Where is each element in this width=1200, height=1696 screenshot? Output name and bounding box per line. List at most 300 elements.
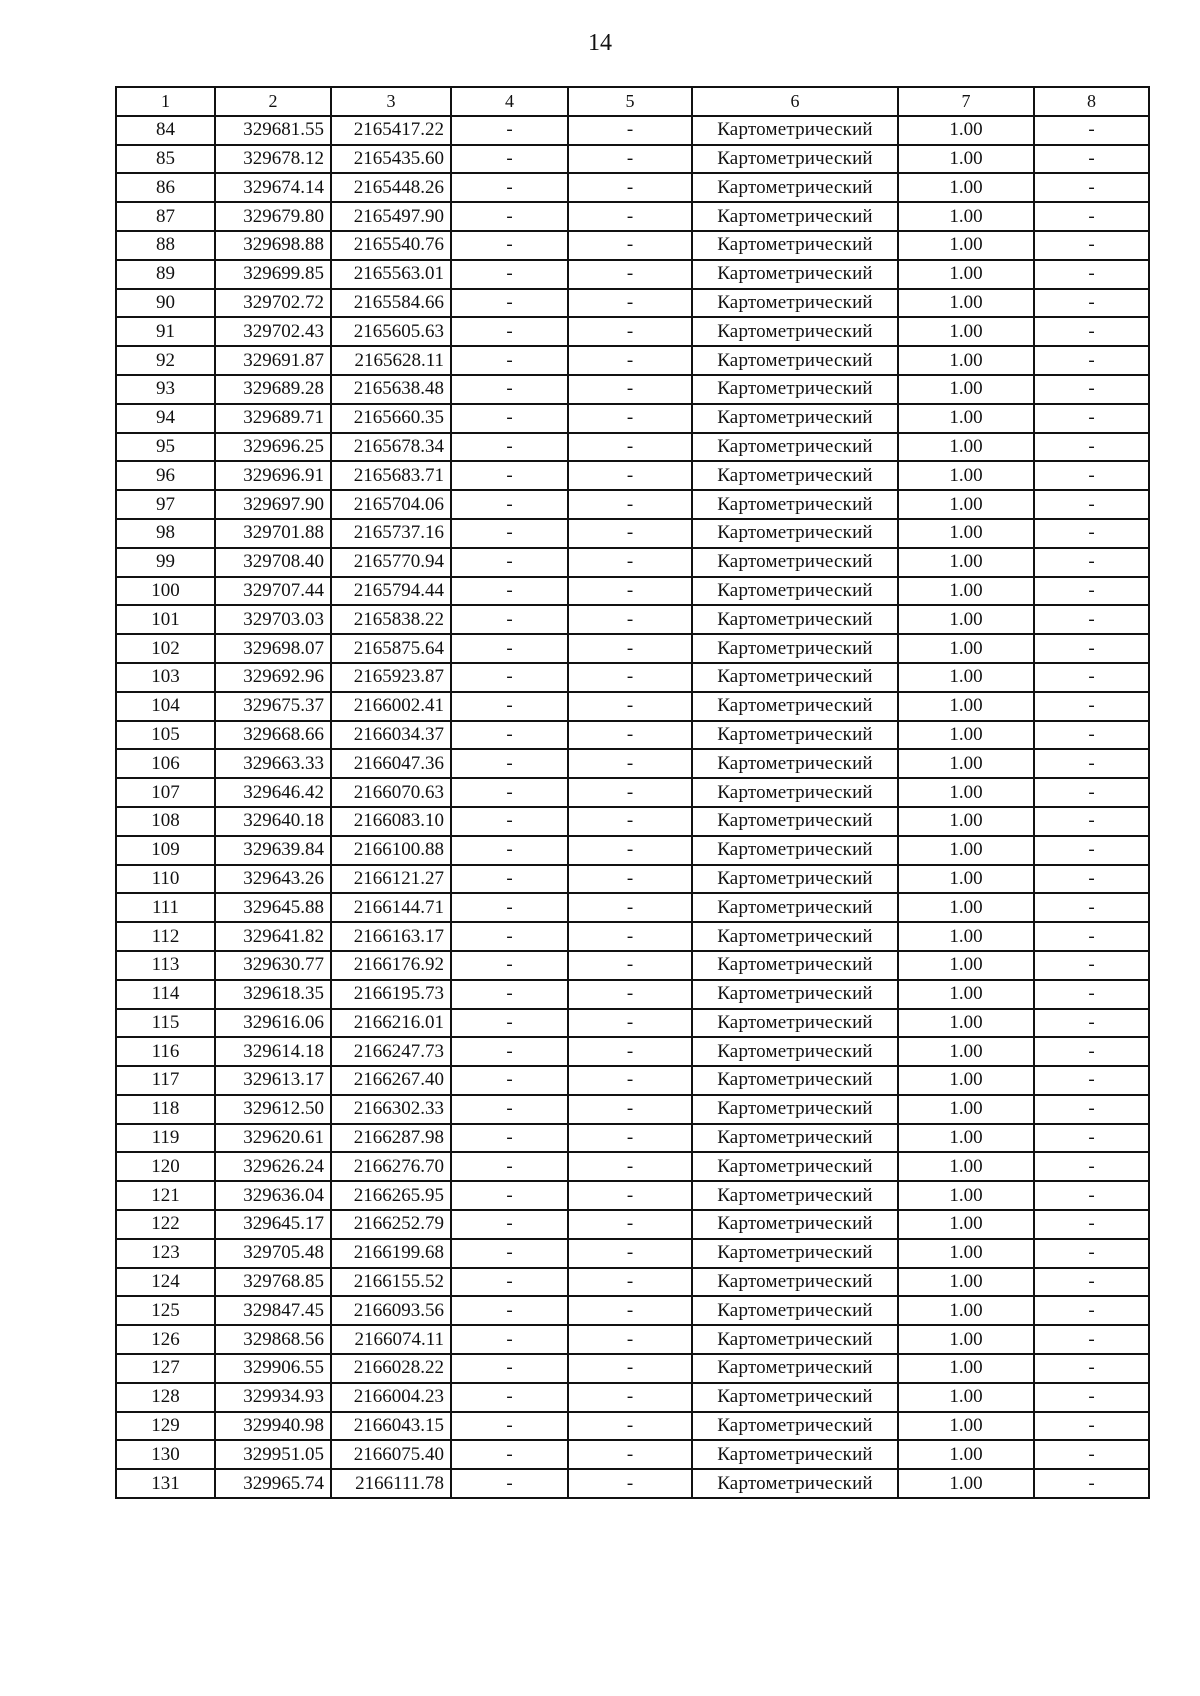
point-number-cell: 122 — [116, 1210, 215, 1239]
column-5-cell: - — [568, 548, 692, 577]
coordinate-y-cell: 2165497.90 — [331, 202, 451, 231]
column-8-cell: - — [1034, 1383, 1149, 1412]
method-cell: Картометрический — [692, 231, 898, 260]
column-8-cell: - — [1034, 116, 1149, 145]
point-number-cell: 94 — [116, 404, 215, 433]
column-8-cell: - — [1034, 346, 1149, 375]
accuracy-cell: 1.00 — [898, 1383, 1034, 1412]
method-cell: Картометрический — [692, 836, 898, 865]
coordinate-x-cell: 329696.91 — [215, 461, 331, 490]
point-number-cell: 127 — [116, 1354, 215, 1383]
column-4-cell: - — [451, 317, 568, 346]
coordinate-y-cell: 2166002.41 — [331, 692, 451, 721]
table-row — [116, 1325, 1149, 1354]
accuracy-cell: 1.00 — [898, 231, 1034, 260]
column-5-cell: - — [568, 721, 692, 750]
coordinate-x-cell: 329636.04 — [215, 1181, 331, 1210]
column-4-cell: - — [451, 490, 568, 519]
column-8-cell: - — [1034, 1325, 1149, 1354]
column-4-cell: - — [451, 519, 568, 548]
coordinate-x-cell: 329612.50 — [215, 1095, 331, 1124]
accuracy-cell: 1.00 — [898, 692, 1034, 721]
coordinate-x-cell: 329679.80 — [215, 202, 331, 231]
column-8-cell: - — [1034, 202, 1149, 231]
column-8-cell: - — [1034, 1124, 1149, 1153]
coordinate-x-cell: 329940.98 — [215, 1412, 331, 1441]
coordinate-y-cell: 2166155.52 — [331, 1268, 451, 1297]
column-4-cell: - — [451, 1296, 568, 1325]
coordinate-y-cell: 2166247.73 — [331, 1037, 451, 1066]
column-8-cell: - — [1034, 692, 1149, 721]
coordinate-y-cell: 2166075.40 — [331, 1440, 451, 1469]
coordinate-y-cell: 2166267.40 — [331, 1066, 451, 1095]
coordinate-y-cell: 2166144.71 — [331, 893, 451, 922]
accuracy-cell: 1.00 — [898, 1124, 1034, 1153]
accuracy-cell: 1.00 — [898, 663, 1034, 692]
coordinate-x-cell: 329708.40 — [215, 548, 331, 577]
column-4-cell: - — [451, 1354, 568, 1383]
column-4-cell: - — [451, 692, 568, 721]
column-5-cell: - — [568, 231, 692, 260]
table-row — [116, 1181, 1149, 1210]
column-5-cell: - — [568, 317, 692, 346]
method-cell: Картометрический — [692, 605, 898, 634]
column-8-cell: - — [1034, 231, 1149, 260]
accuracy-cell: 1.00 — [898, 1181, 1034, 1210]
coordinate-x-cell: 329689.71 — [215, 404, 331, 433]
coordinate-y-cell: 2165794.44 — [331, 577, 451, 606]
method-cell: Картометрический — [692, 260, 898, 289]
coordinate-y-cell: 2166070.63 — [331, 778, 451, 807]
point-number-cell: 88 — [116, 231, 215, 260]
accuracy-cell: 1.00 — [898, 1268, 1034, 1297]
coordinate-x-cell: 329616.06 — [215, 1009, 331, 1038]
method-cell: Картометрический — [692, 202, 898, 231]
column-8-cell: - — [1034, 1440, 1149, 1469]
coordinate-x-cell: 329701.88 — [215, 519, 331, 548]
point-number-cell: 117 — [116, 1066, 215, 1095]
coordinate-y-cell: 2165678.34 — [331, 433, 451, 462]
accuracy-cell: 1.00 — [898, 1095, 1034, 1124]
column-4-cell: - — [451, 1440, 568, 1469]
table-row — [116, 692, 1149, 721]
method-cell: Картометрический — [692, 375, 898, 404]
accuracy-cell: 1.00 — [898, 145, 1034, 174]
coordinate-y-cell: 2166100.88 — [331, 836, 451, 865]
column-5-cell: - — [568, 1009, 692, 1038]
column-5-cell: - — [568, 1469, 692, 1498]
method-cell: Картометрический — [692, 433, 898, 462]
coordinate-x-cell: 329668.66 — [215, 721, 331, 750]
method-cell: Картометрический — [692, 404, 898, 433]
table-row — [116, 605, 1149, 634]
column-4-cell: - — [451, 404, 568, 433]
point-number-cell: 129 — [116, 1412, 215, 1441]
column-8-cell: - — [1034, 433, 1149, 462]
column-4-cell: - — [451, 433, 568, 462]
method-cell: Картометрический — [692, 951, 898, 980]
method-cell: Картометрический — [692, 721, 898, 750]
column-5-cell: - — [568, 461, 692, 490]
column-4-cell: - — [451, 605, 568, 634]
method-cell: Картометрический — [692, 1009, 898, 1038]
column-4-cell: - — [451, 1412, 568, 1441]
column-5-cell: - — [568, 893, 692, 922]
accuracy-cell: 1.00 — [898, 1009, 1034, 1038]
column-5-cell: - — [568, 634, 692, 663]
point-number-cell: 105 — [116, 721, 215, 750]
column-5-cell: - — [568, 807, 692, 836]
coordinate-y-cell: 2166034.37 — [331, 721, 451, 750]
point-number-cell: 85 — [116, 145, 215, 174]
coordinate-y-cell: 2166252.79 — [331, 1210, 451, 1239]
accuracy-cell: 1.00 — [898, 634, 1034, 663]
accuracy-cell: 1.00 — [898, 1440, 1034, 1469]
accuracy-cell: 1.00 — [898, 116, 1034, 145]
point-number-cell: 120 — [116, 1152, 215, 1181]
header-cell-6: 6 — [692, 87, 898, 116]
accuracy-cell: 1.00 — [898, 778, 1034, 807]
coordinate-x-cell: 329626.24 — [215, 1152, 331, 1181]
column-4-cell: - — [451, 749, 568, 778]
column-4-cell: - — [451, 577, 568, 606]
accuracy-cell: 1.00 — [898, 433, 1034, 462]
method-cell: Картометрический — [692, 346, 898, 375]
method-cell: Картометрический — [692, 980, 898, 1009]
table-row — [116, 1095, 1149, 1124]
point-number-cell: 89 — [116, 260, 215, 289]
point-number-cell: 112 — [116, 922, 215, 951]
column-4-cell: - — [451, 778, 568, 807]
coordinate-x-cell: 329868.56 — [215, 1325, 331, 1354]
method-cell: Картометрический — [692, 865, 898, 894]
accuracy-cell: 1.00 — [898, 519, 1034, 548]
coordinate-x-cell: 329645.88 — [215, 893, 331, 922]
accuracy-cell: 1.00 — [898, 1239, 1034, 1268]
column-8-cell: - — [1034, 1412, 1149, 1441]
method-cell: Картометрический — [692, 1181, 898, 1210]
point-number-cell: 91 — [116, 317, 215, 346]
column-8-cell: - — [1034, 461, 1149, 490]
coordinate-x-cell: 329707.44 — [215, 577, 331, 606]
column-8-cell: - — [1034, 519, 1149, 548]
point-number-cell: 87 — [116, 202, 215, 231]
column-8-cell: - — [1034, 1066, 1149, 1095]
point-number-cell: 126 — [116, 1325, 215, 1354]
table-row — [116, 1296, 1149, 1325]
coordinate-y-cell: 2166195.73 — [331, 980, 451, 1009]
table-row — [116, 433, 1149, 462]
table-row — [116, 1239, 1149, 1268]
coordinate-y-cell: 2166163.17 — [331, 922, 451, 951]
column-5-cell: - — [568, 1210, 692, 1239]
method-cell: Картометрический — [692, 1239, 898, 1268]
coordinate-y-cell: 2165770.94 — [331, 548, 451, 577]
coordinate-x-cell: 329699.85 — [215, 260, 331, 289]
point-number-cell: 131 — [116, 1469, 215, 1498]
column-8-cell: - — [1034, 1152, 1149, 1181]
coordinate-x-cell: 329702.43 — [215, 317, 331, 346]
accuracy-cell: 1.00 — [898, 1152, 1034, 1181]
column-8-cell: - — [1034, 1268, 1149, 1297]
column-5-cell: - — [568, 1440, 692, 1469]
method-cell: Картометрический — [692, 1354, 898, 1383]
coordinate-y-cell: 2166199.68 — [331, 1239, 451, 1268]
column-8-cell: - — [1034, 375, 1149, 404]
column-8-cell: - — [1034, 1210, 1149, 1239]
point-number-cell: 106 — [116, 749, 215, 778]
table-row — [116, 1469, 1149, 1498]
table-row — [116, 317, 1149, 346]
accuracy-cell: 1.00 — [898, 577, 1034, 606]
table-row — [116, 865, 1149, 894]
column-4-cell: - — [451, 346, 568, 375]
method-cell: Картометрический — [692, 519, 898, 548]
method-cell: Картометрический — [692, 749, 898, 778]
point-number-cell: 123 — [116, 1239, 215, 1268]
method-cell: Картометрический — [692, 490, 898, 519]
coordinate-x-cell: 329965.74 — [215, 1469, 331, 1498]
coordinate-y-cell: 2166176.92 — [331, 951, 451, 980]
column-8-cell: - — [1034, 145, 1149, 174]
method-cell: Картометрический — [692, 577, 898, 606]
coordinate-x-cell: 329691.87 — [215, 346, 331, 375]
coordinate-x-cell: 329681.55 — [215, 116, 331, 145]
point-number-cell: 102 — [116, 634, 215, 663]
coordinate-y-cell: 2166302.33 — [331, 1095, 451, 1124]
column-8-cell: - — [1034, 1009, 1149, 1038]
coordinate-x-cell: 329697.90 — [215, 490, 331, 519]
page-number: 14 — [588, 30, 612, 56]
column-5-cell: - — [568, 433, 692, 462]
column-4-cell: - — [451, 260, 568, 289]
column-5-cell: - — [568, 519, 692, 548]
column-5-cell: - — [568, 1239, 692, 1268]
method-cell: Картометрический — [692, 893, 898, 922]
column-5-cell: - — [568, 1412, 692, 1441]
column-8-cell: - — [1034, 893, 1149, 922]
column-4-cell: - — [451, 1469, 568, 1498]
column-8-cell: - — [1034, 1181, 1149, 1210]
point-number-cell: 118 — [116, 1095, 215, 1124]
point-number-cell: 100 — [116, 577, 215, 606]
point-number-cell: 108 — [116, 807, 215, 836]
column-5-cell: - — [568, 778, 692, 807]
accuracy-cell: 1.00 — [898, 1210, 1034, 1239]
accuracy-cell: 1.00 — [898, 807, 1034, 836]
point-number-cell: 124 — [116, 1268, 215, 1297]
table-row — [116, 145, 1149, 174]
column-5-cell: - — [568, 490, 692, 519]
header-cell-5: 5 — [568, 87, 692, 116]
coordinate-y-cell: 2165540.76 — [331, 231, 451, 260]
table-row — [116, 749, 1149, 778]
column-4-cell: - — [451, 548, 568, 577]
coordinate-x-cell: 329613.17 — [215, 1066, 331, 1095]
coordinate-y-cell: 2166276.70 — [331, 1152, 451, 1181]
method-cell: Картометрический — [692, 1412, 898, 1441]
column-5-cell: - — [568, 202, 692, 231]
column-4-cell: - — [451, 231, 568, 260]
column-4-cell: - — [451, 893, 568, 922]
column-5-cell: - — [568, 375, 692, 404]
coordinate-x-cell: 329696.25 — [215, 433, 331, 462]
point-number-cell: 116 — [116, 1037, 215, 1066]
coordinate-y-cell: 2165683.71 — [331, 461, 451, 490]
coordinate-y-cell: 2165923.87 — [331, 663, 451, 692]
column-4-cell: - — [451, 634, 568, 663]
column-5-cell: - — [568, 749, 692, 778]
coordinate-x-cell: 329618.35 — [215, 980, 331, 1009]
table-row — [116, 807, 1149, 836]
column-5-cell: - — [568, 404, 692, 433]
method-cell: Картометрический — [692, 1469, 898, 1498]
coordinate-y-cell: 2165704.06 — [331, 490, 451, 519]
method-cell: Картометрический — [692, 173, 898, 202]
coordinate-y-cell: 2166004.23 — [331, 1383, 451, 1412]
method-cell: Картометрический — [692, 289, 898, 318]
column-4-cell: - — [451, 1095, 568, 1124]
coordinate-x-cell: 329630.77 — [215, 951, 331, 980]
accuracy-cell: 1.00 — [898, 1469, 1034, 1498]
coordinate-x-cell: 329620.61 — [215, 1124, 331, 1153]
column-4-cell: - — [451, 1181, 568, 1210]
header-cell-7: 7 — [898, 87, 1034, 116]
accuracy-cell: 1.00 — [898, 375, 1034, 404]
coordinate-y-cell: 2166265.95 — [331, 1181, 451, 1210]
table-row — [116, 1210, 1149, 1239]
column-4-cell: - — [451, 1239, 568, 1268]
header-cell-4: 4 — [451, 87, 568, 116]
column-5-cell: - — [568, 1037, 692, 1066]
column-5-cell: - — [568, 1066, 692, 1095]
coordinate-x-cell: 329641.82 — [215, 922, 331, 951]
table-row — [116, 202, 1149, 231]
column-8-cell: - — [1034, 634, 1149, 663]
column-8-cell: - — [1034, 749, 1149, 778]
coordinate-x-cell: 329674.14 — [215, 173, 331, 202]
column-8-cell: - — [1034, 260, 1149, 289]
column-8-cell: - — [1034, 778, 1149, 807]
method-cell: Картометрический — [692, 1037, 898, 1066]
method-cell: Картометрический — [692, 922, 898, 951]
column-4-cell: - — [451, 1066, 568, 1095]
coordinate-x-cell: 329645.17 — [215, 1210, 331, 1239]
accuracy-cell: 1.00 — [898, 721, 1034, 750]
point-number-cell: 98 — [116, 519, 215, 548]
table-body — [116, 87, 1149, 1498]
point-number-cell: 95 — [116, 433, 215, 462]
method-cell: Картометрический — [692, 548, 898, 577]
method-cell: Картометрический — [692, 1440, 898, 1469]
column-4-cell: - — [451, 922, 568, 951]
column-4-cell: - — [451, 375, 568, 404]
column-4-cell: - — [451, 721, 568, 750]
method-cell: Картометрический — [692, 692, 898, 721]
column-5-cell: - — [568, 1296, 692, 1325]
coordinate-x-cell: 329639.84 — [215, 836, 331, 865]
column-5-cell: - — [568, 605, 692, 634]
table-row — [116, 721, 1149, 750]
table-row — [116, 116, 1149, 145]
coordinate-x-cell: 329934.93 — [215, 1383, 331, 1412]
column-5-cell: - — [568, 692, 692, 721]
table-row — [116, 922, 1149, 951]
point-number-cell: 121 — [116, 1181, 215, 1210]
point-number-cell: 113 — [116, 951, 215, 980]
coordinate-x-cell: 329678.12 — [215, 145, 331, 174]
point-number-cell: 128 — [116, 1383, 215, 1412]
table-row — [116, 173, 1149, 202]
column-4-cell: - — [451, 202, 568, 231]
accuracy-cell: 1.00 — [898, 865, 1034, 894]
accuracy-cell: 1.00 — [898, 404, 1034, 433]
coordinate-x-cell: 329643.26 — [215, 865, 331, 894]
point-number-cell: 90 — [116, 289, 215, 318]
method-cell: Картометрический — [692, 461, 898, 490]
point-number-cell: 114 — [116, 980, 215, 1009]
point-number-cell: 107 — [116, 778, 215, 807]
column-8-cell: - — [1034, 922, 1149, 951]
point-number-cell: 119 — [116, 1124, 215, 1153]
column-5-cell: - — [568, 173, 692, 202]
point-number-cell: 97 — [116, 490, 215, 519]
table-row — [116, 663, 1149, 692]
point-number-cell: 84 — [116, 116, 215, 145]
column-5-cell: - — [568, 1354, 692, 1383]
column-8-cell: - — [1034, 1354, 1149, 1383]
coordinate-x-cell: 329640.18 — [215, 807, 331, 836]
header-cell-1: 1 — [116, 87, 215, 116]
column-8-cell: - — [1034, 865, 1149, 894]
coordinate-y-cell: 2166043.15 — [331, 1412, 451, 1441]
coordinate-y-cell: 2165838.22 — [331, 605, 451, 634]
point-number-cell: 110 — [116, 865, 215, 894]
column-8-cell: - — [1034, 721, 1149, 750]
point-number-cell: 109 — [116, 836, 215, 865]
method-cell: Картометрический — [692, 1268, 898, 1297]
accuracy-cell: 1.00 — [898, 1325, 1034, 1354]
column-8-cell: - — [1034, 807, 1149, 836]
coordinate-x-cell: 329689.28 — [215, 375, 331, 404]
coordinate-x-cell: 329675.37 — [215, 692, 331, 721]
accuracy-cell: 1.00 — [898, 980, 1034, 1009]
column-8-cell: - — [1034, 548, 1149, 577]
accuracy-cell: 1.00 — [898, 893, 1034, 922]
table-row — [116, 634, 1149, 663]
header-cell-8: 8 — [1034, 87, 1149, 116]
column-8-cell: - — [1034, 1296, 1149, 1325]
column-8-cell: - — [1034, 173, 1149, 202]
coordinate-y-cell: 2166028.22 — [331, 1354, 451, 1383]
point-number-cell: 104 — [116, 692, 215, 721]
accuracy-cell: 1.00 — [898, 317, 1034, 346]
table-row — [116, 577, 1149, 606]
coordinate-x-cell: 329703.03 — [215, 605, 331, 634]
accuracy-cell: 1.00 — [898, 346, 1034, 375]
column-4-cell: - — [451, 1383, 568, 1412]
coordinate-x-cell: 329847.45 — [215, 1296, 331, 1325]
coordinate-y-cell: 2165660.35 — [331, 404, 451, 433]
table-row — [116, 548, 1149, 577]
column-5-cell: - — [568, 865, 692, 894]
table-row — [116, 1383, 1149, 1412]
column-5-cell: - — [568, 951, 692, 980]
column-5-cell: - — [568, 1095, 692, 1124]
column-8-cell: - — [1034, 951, 1149, 980]
accuracy-cell: 1.00 — [898, 1296, 1034, 1325]
method-cell: Картометрический — [692, 1066, 898, 1095]
